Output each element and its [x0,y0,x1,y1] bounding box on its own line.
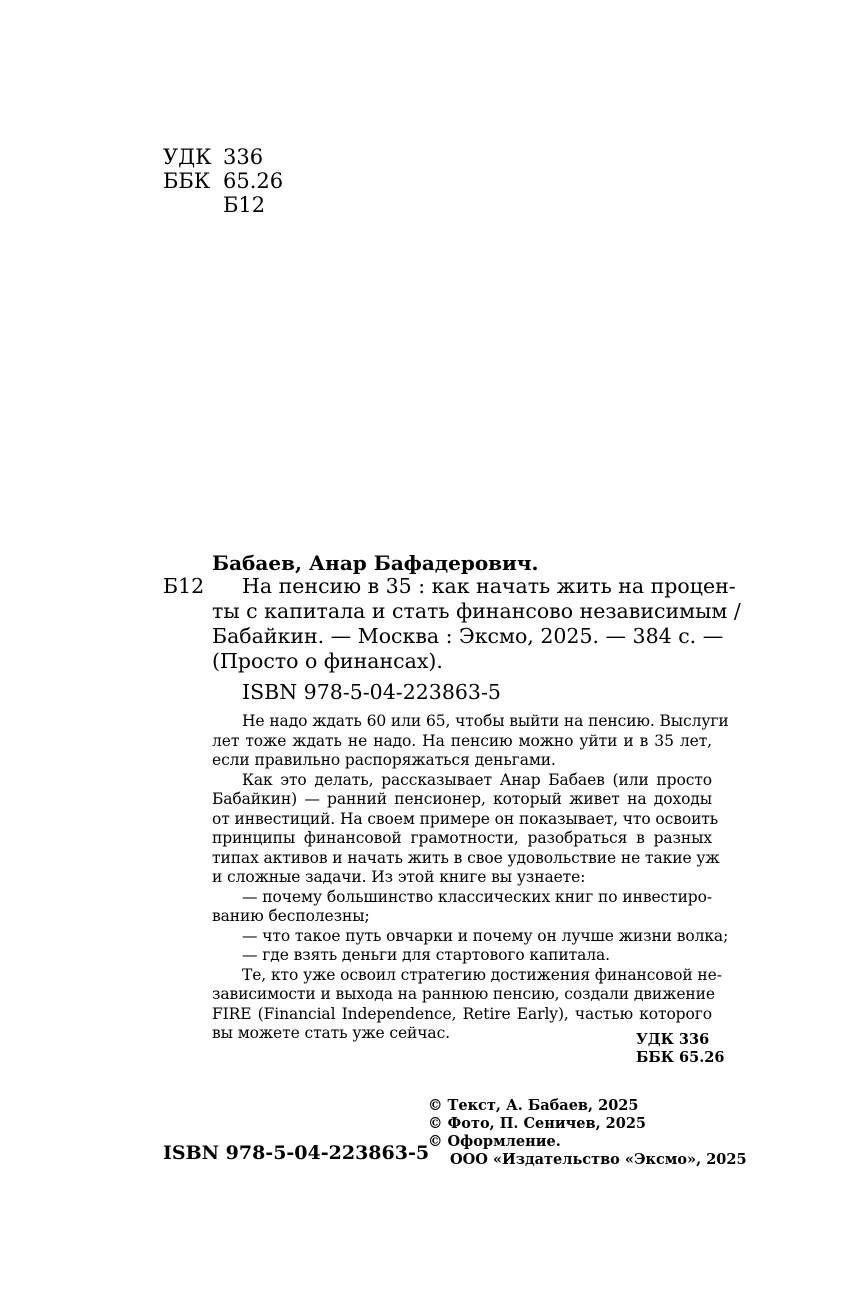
annotation-line: зависимости и выхода на раннюю пенсию, создали движение [212,985,715,1003]
bbk-row [163,169,283,193]
annotation-line: и сложные задачи. Из этой книге вы узнаете: [212,868,586,886]
annotation-line: FIRE (Financial Independence, Retire Early), частью которого [212,1004,712,1023]
biblio-line: ты с капитала и стать финансово независимым / [212,599,741,623]
annotation-line: Те, кто уже освоил стратегию достижения финансовой не- [242,965,722,984]
annotation-line: Как это делать, рассказывает Анар Бабаев (или просто [242,770,712,789]
udk-row [163,145,283,169]
entry-mark: Б12 [163,574,205,598]
annotation-line: Не надо ждать 60 или 65, чтобы выйти на пенсию. Выслуги [242,712,729,730]
entry-isbn: ISBN 978-5-04-223863-5 [242,680,501,704]
biblio-line: Бабайкин. — Москва : Эксмо, 2025. — 384 с. — [212,624,724,648]
copyright-line: © Оформление. [428,1133,561,1150]
udk-value: 336 [223,145,264,169]
bbk-value: 65.26 [223,169,284,193]
annotation [212,712,729,1044]
copyright-block [428,1097,747,1169]
udk-label: УДК [163,145,212,169]
copyright-line: ООО «Издательство «Эксмо», 2025 [450,1151,747,1168]
isbn-bottom: ISBN 978-5-04-223863-5 [163,1142,430,1164]
biblio-line: На пенсию в 35 : как начать жить на процен- [242,574,736,598]
classification-codes-right [636,1031,724,1067]
copyright-line: © Текст, А. Бабаев, 2025 [428,1097,639,1114]
annotation-line: ванию бесполезны; [212,907,370,925]
author-name: Бабаев, Анар Бафадерович. [212,551,539,575]
annotation-line: — что такое путь овчарки и почему он лучше жизни волка; [242,926,729,945]
author-mark: Б12 [223,193,266,217]
annotation-line: если правильно распоряжаться деньгами. [212,751,556,769]
bbk-label: ББК [163,169,211,193]
bibliographic-description [212,574,741,674]
copyright-line: © Фото, П. Сеничев, 2025 [428,1115,647,1132]
annotation-line: Бабайкин) — ранний пенсионер, который живет на доходы [212,790,712,808]
classification-block [163,145,283,217]
annotation-line: типах активов и начать жить в свое удовольствие не такие уж [212,848,720,867]
annotation-line: от инвестиций. На своем примере он показывает, что освоить [212,809,719,828]
annotation-line: — где взять деньги для стартового капитала. [242,946,610,964]
annotation-line: лет тоже ждать не надо. На пенсию можно уйти и в 35 лет, [212,731,712,750]
biblio-line: (Просто о финансах). [212,649,443,673]
annotation-line: — почему большинство классических книг по инвестиро- [242,887,712,906]
annotation-line: принципы финансовой грамотности, разобраться в разных [212,829,712,847]
annotation-line: вы можете стать уже сейчас. [212,1024,450,1042]
bbk-code: ББК 65.26 [636,1049,725,1066]
udk-code: УДК 336 [636,1031,710,1048]
author-mark-row [163,193,283,217]
